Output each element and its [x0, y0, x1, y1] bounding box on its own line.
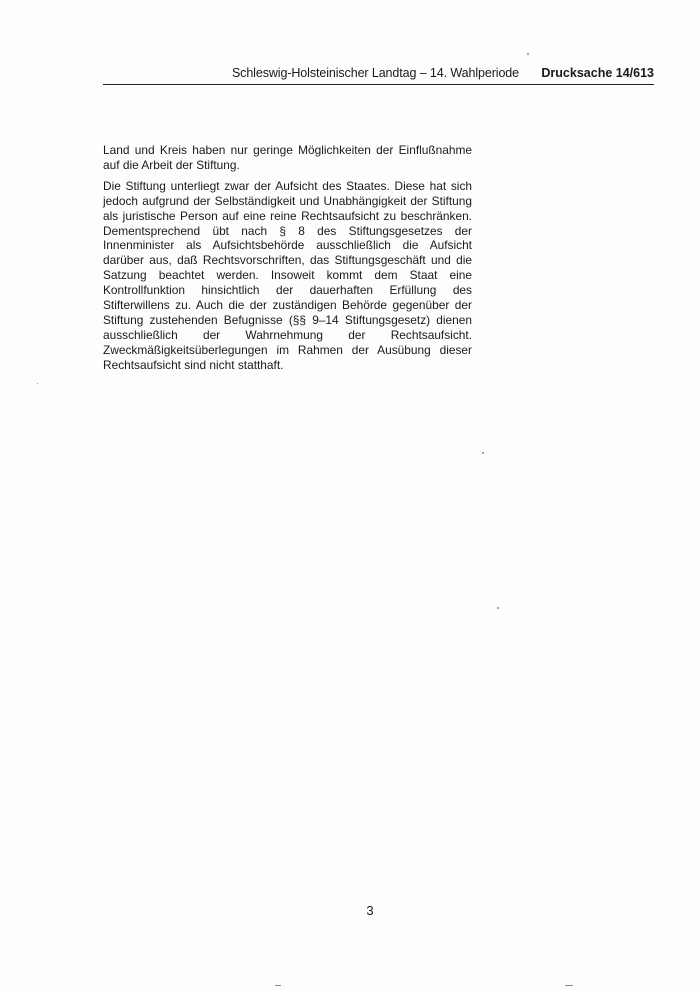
scan-speck [527, 53, 529, 55]
header-title: Schleswig-Holsteinischer Landtag – 14. Wahlperiode [231, 66, 519, 80]
document-number: Drucksache 14/613 [541, 66, 654, 80]
scan-speck [482, 452, 484, 454]
paragraph-2: Die Stiftung unterliegt zwar der Aufsicht des Staates. Diese hat sich jedoch aufgrund der Selbständigkeit und Unabhängigkeit der Stiftung als juristische Person auf eine reine Rechtsaufsicht zu beschränken. Dementsprechend übt nach § 8 des Stiftungsgesetzes der Innenminister als Aufsichtsbehörde ausschließlich die Aufsicht darüber aus, daß Rechtsvorschriften, das Stiftungsgeschäft und die Satzung beachtet werden. Insoweit kommt dem Staat eine Kontrollfunktion hinsichtlich der dauerhaften Erfüllung des Stifterwillens zu. Auch die der zuständigen Behörde gegenüber der Stiftung zustehenden Befugnisse (§§ 9–14 Stiftungsgesetz) dienen ausschließlich der Wahrnehmung der Rechtsaufsicht. Zweckmäßigkeitsüberlegungen im Rahmen der Ausübung dieser Rechtsaufsicht sind nicht statthaft. [103, 178, 472, 372]
body-text [103, 143, 472, 379]
page-header [103, 66, 654, 85]
scan-speck [565, 985, 573, 986]
paragraph-1: Land und Kreis haben nur geringe Möglichkeiten der Einflußnahme auf die Arbeit der Stiftung. [103, 143, 472, 172]
scan-speck [37, 383, 38, 384]
scan-speck [497, 607, 499, 609]
page-number: 3 [366, 903, 374, 918]
scan-speck [275, 985, 281, 986]
